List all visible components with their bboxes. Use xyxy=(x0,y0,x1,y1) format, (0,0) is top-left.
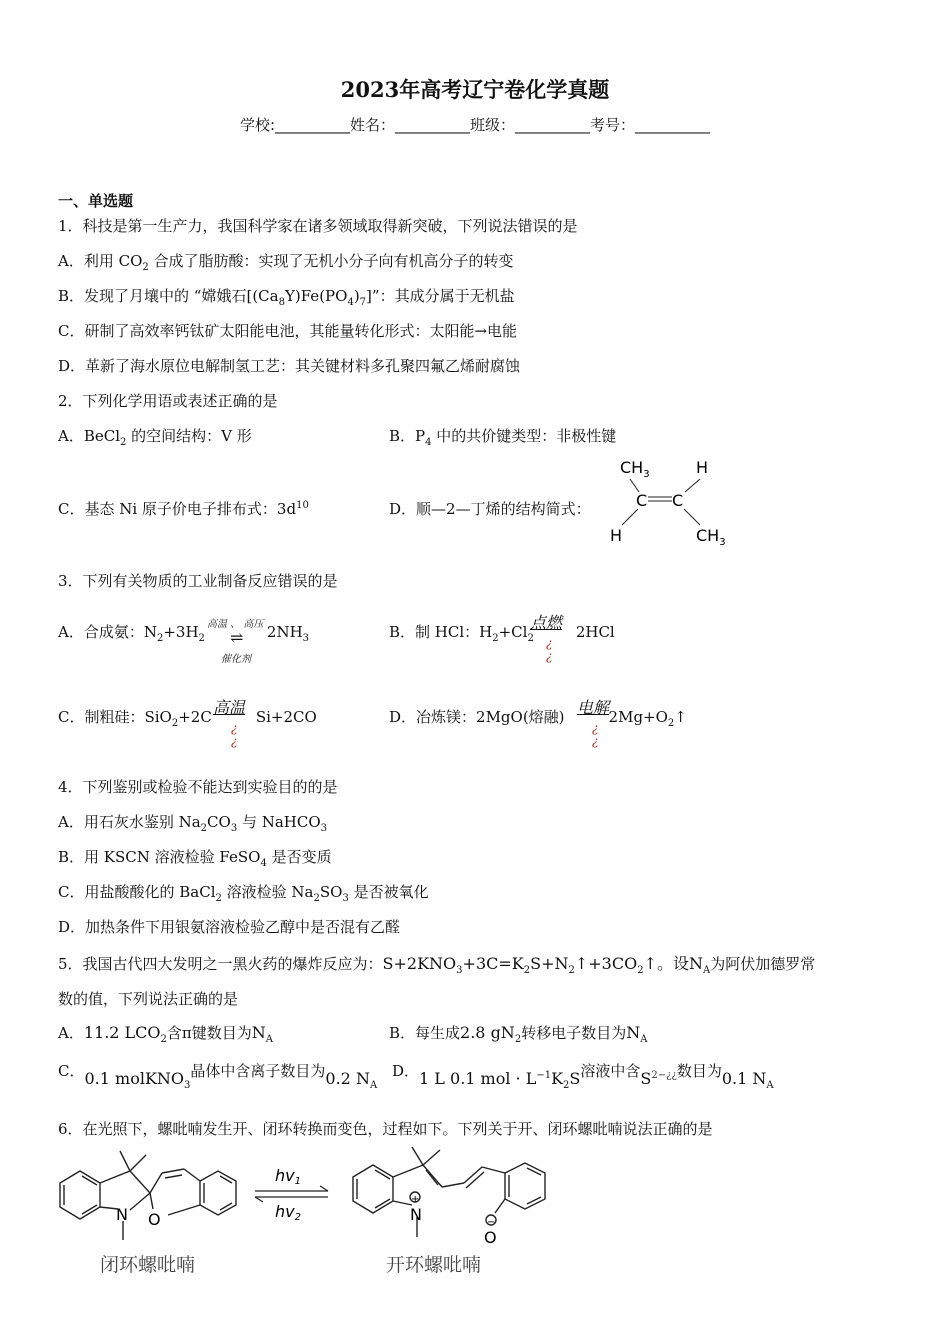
closed-n-atom: N xyxy=(116,1205,128,1224)
struct-ch3-top: $CH_3$ xyxy=(620,458,650,480)
q3-option-b: B．制 HCl：$H_2+Cl_2$ 2HCl xyxy=(389,623,615,644)
q2-option-b: B．$P_4$ 中的共价键类型：非极性键 xyxy=(389,427,617,448)
open-ring-label: 开环螺吡喃 xyxy=(386,1254,482,1276)
q3-d-garbled-marks: ¿ ¿ xyxy=(592,721,599,748)
student-info-line: 学校:__________姓名：__________班级：__________考号：__________ xyxy=(239,116,711,134)
q3-a-condition-bottom: 催化剂 xyxy=(221,654,251,665)
q4-option-c: C．用盐酸酸化的 BaCl$_2$ 溶液检验 $Na_2SO_3$ 是否被氧化 xyxy=(58,883,429,904)
struct-bonds xyxy=(622,479,700,525)
q5-option-b: B．每生成2.8 $gN_2$转移电子数目为$N_A$ xyxy=(389,1023,648,1045)
closed-o-atom: O xyxy=(148,1210,161,1229)
q5-stem: 5．我国古代四大发明之一黑火药的爆炸反应为：$S+2KNO_3+3C=K_2S+N_2↑+3CO_2↑$。设$N_A$为阿伏加德罗常 xyxy=(58,954,816,977)
q3-option-d: D．冶炼镁：2MgO(熔融) $2Mg+O_2↑$ xyxy=(389,708,687,729)
q3-c-garbled-marks: ¿ ¿ xyxy=(231,721,238,748)
q3-a-condition-top: 高温 、 高压 xyxy=(207,619,264,630)
struct-c2: C xyxy=(672,491,684,510)
q1-option-d: D．革新了海水原位电解制氢工艺：其关键材料多孔聚四氟乙烯耐腐蚀 xyxy=(58,357,521,375)
struct-ch3-bottom: $CH_3$ xyxy=(696,526,726,548)
q5-option-a: A．11.2 $LCO_2$含π键数目为$N_A$ xyxy=(58,1023,274,1045)
struct-c1: C xyxy=(636,491,648,510)
q2-stem: 2．下列化学用语或表述正确的是 xyxy=(58,392,278,410)
struct-h-bottom: H xyxy=(610,526,623,545)
q2-option-a: A．BeCl$_2$ 的空间结构：V 形 xyxy=(58,427,252,448)
hv1-label: hv1 xyxy=(275,1166,301,1187)
open-n-atom: N xyxy=(410,1205,422,1224)
page-title: 2023年高考辽宁卷化学真题 xyxy=(340,77,610,102)
closed-ring-label: 闭环螺吡喃 xyxy=(100,1254,196,1276)
q4-option-a: A．用石灰水鉴别 $Na_2CO_3$ 与 NaHCO$_3$ xyxy=(58,813,328,834)
q5-option-d: D．1 L 0.1 mol · $L^{-1}K_2S$溶液中含$S^{2-¿¿}$数目为0.1 $N_A$ xyxy=(392,1062,774,1091)
q4-option-d: D．加热条件下用银氨溶液检验乙醇中是否混有乙醛 xyxy=(58,918,401,936)
q3-d-condition: 电解 xyxy=(577,698,610,717)
q3-option-a: A．合成氨：$N_2+3H_2$ $2NH_3$ xyxy=(58,623,310,644)
q3-b-garbled-marks: ¿ ¿ xyxy=(546,636,553,663)
open-ring-structure xyxy=(353,1147,545,1237)
q1-option-c: C．研制了高效率钙钛矿太阳能电池，其能量转化形式：太阳能→电能 xyxy=(58,322,518,340)
open-o-minus-charge: − xyxy=(487,1217,496,1228)
section-heading: 一、单选题 xyxy=(58,192,134,210)
q1-option-b: B．发现了月壤中的 “嫦娥石$[(Ca_8Y)Fe(PO_4)_7]$”：其成分属于无机盐 xyxy=(58,287,515,308)
struct-h-top: H xyxy=(696,458,709,477)
hv2-label: hv2 xyxy=(275,1202,301,1223)
q3-stem: 3．下列有关物质的工业制备反应错误的是 xyxy=(58,572,338,590)
open-o-atom: O xyxy=(484,1228,497,1247)
q2-option-d: D．顺—2—丁烯的结构简式： xyxy=(389,500,591,518)
open-n-plus-charge: + xyxy=(411,1194,420,1205)
q3-c-condition: 高温 xyxy=(213,698,246,717)
cis-2-butene-structure xyxy=(600,452,740,548)
q3-b-condition: 点燃 xyxy=(530,613,563,632)
q3-a-equilibrium-arrow: ⇌ xyxy=(230,628,244,647)
q1-stem: 1．科技是第一生产力，我国科学家在诸多领域取得新突破，下列说法错误的是 xyxy=(58,217,578,235)
q4-stem: 4．下列鉴别或检验不能达到实验目的的是 xyxy=(58,778,338,796)
q1-option-a: A．利用 $CO_2$ 合成了脂肪酸：实现了无机小分子向有机高分子的转变 xyxy=(58,252,514,273)
q4-option-b: B．用 KSCN 溶液检验 FeSO$_4$ 是否变质 xyxy=(58,848,332,869)
q5-stem-line2: 数的值，下列说法正确的是 xyxy=(58,990,239,1008)
q3-option-c: C．制粗硅：SiO$_2$+2C Si+2CO xyxy=(58,708,317,729)
spiropyran-scheme xyxy=(50,1145,560,1280)
q5-equation: $S+2KNO_3+3C=K_2S+N_2↑+3CO_2↑$。设$N_A$ xyxy=(382,954,711,977)
q2-option-c: C．基态 Ni 原子价电子排布式：$3d^{10}$ xyxy=(58,500,309,518)
equilibrium-arrows xyxy=(255,1186,328,1202)
q5-option-c: C．0.1 molKNO$_3$晶体中含离子数目为0.2 $N_A$ xyxy=(58,1062,378,1091)
q6-stem: 6．在光照下，螺吡喃发生开、闭环转换而变色，过程如下。下列关于开、闭环螺吡喃说法正确的是 xyxy=(58,1120,713,1138)
